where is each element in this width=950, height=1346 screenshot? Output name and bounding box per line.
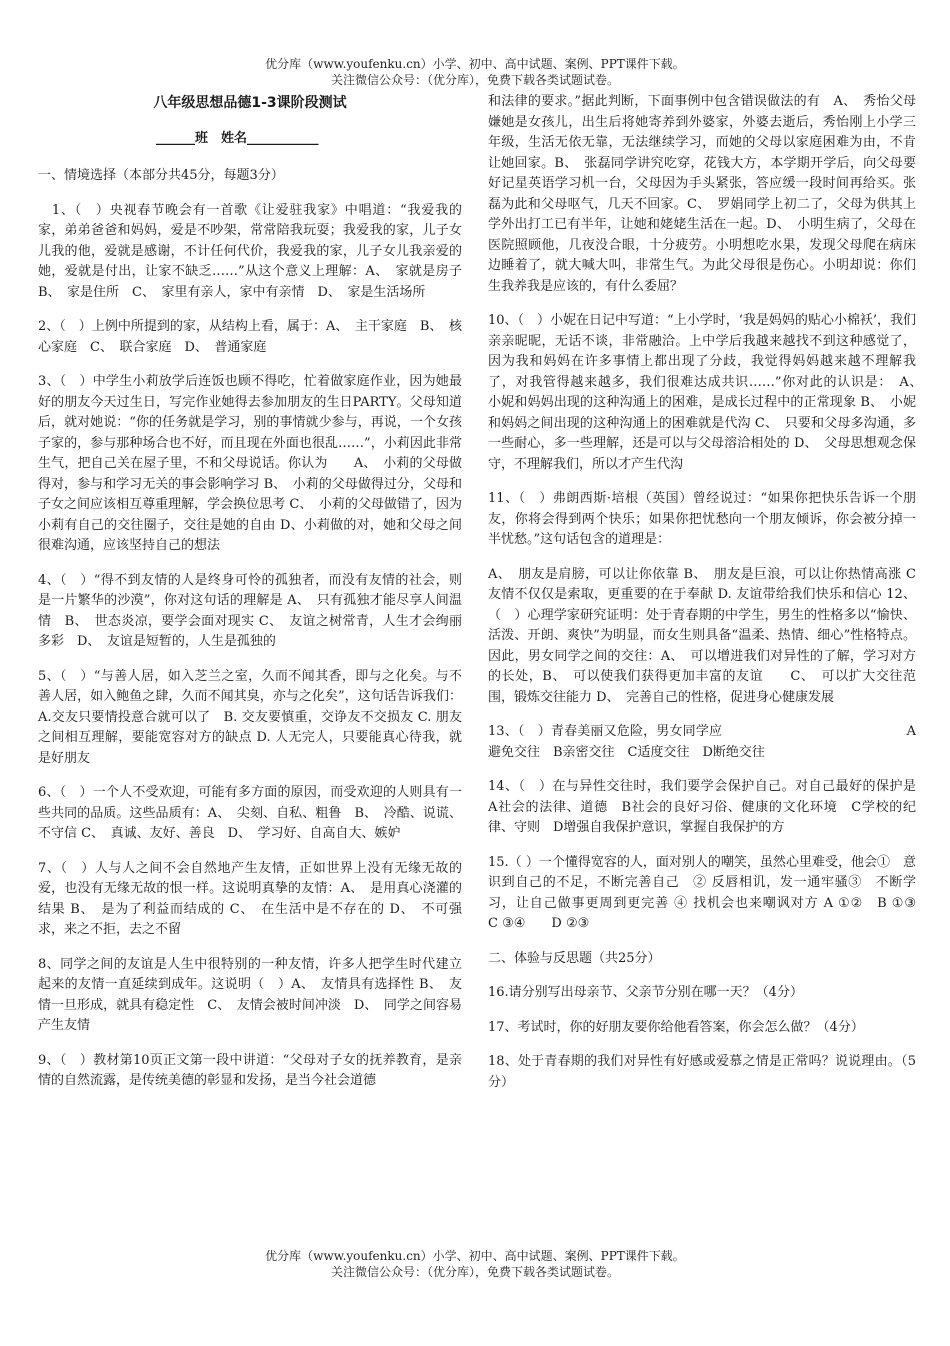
header-line-1: 优分库（www.youfenku.cn）小学、初中、高中试题、案例、PPT课件下载。 (265, 57, 685, 71)
footer-line-2: 关注微信公众号：（优分库），免费下载各类试题试卷。 (330, 1265, 619, 1279)
question-15: 15.（ ）一个懂得宽容的人，面对别人的嘲笑，虽然心里难受，他会① 意识到自己的不足，不断完善自己 ② 反唇相讥，发一通牢骚③ 不断学习，让自己做事更周到更完善 ④ 找机会也来嘲讽对方 A ①② B ①③ C ③④ D ②③ (488, 854, 943, 931)
exam-title: 八年级思想品德1-3课阶段测试 (153, 95, 347, 111)
question-11-options: A、 朋友是肩膀，可以让你依靠 B、 朋友是巨浪，可以让你热情高涨 C 友情不仅仅是索取，更重要的在于奉献 D. 友谊带给我们快乐和信心 12、（ ）心理学家研究证明：处于青春期的中学生，男生的性格多以“愉快、活泼、开朗、爽快”为明显，而女生则具备“温柔、热情、细心”性格特点。因此，男女同学之间的交往：A、 可以增进我们对异性的了解，学习对方的长处，B、 可以使我们获得更加丰富的友谊 C、 可以扩大交往范围，锻炼交往能力 D、 完善自己的性格，促进身心健康发展 (488, 566, 916, 705)
question-4: 4、（ ）“得不到友情的人是终身可怜的孤独者，而没有友情的社会，则是一片繁华的沙漠”，你对这句话的理解是 A、 只有孤独才能尽享人间温情 B、 世态炎凉，要学会面对现实 C、 友谊之树常青，人生才会绚丽多彩 D、 友谊是短暂的，人生是孤独的 (38, 572, 462, 649)
question-16: 16.请分别写出母亲节、父亲节分别在哪一天？（4分） (488, 985, 803, 1000)
question-1: 1、（ ）央视春节晚会有一首歌《让爱驻我家》中唱道：“我爱我的家，弟弟爸爸和妈妈，爱是不吵架，常常陪我玩耍；我爱我的家，儿子女儿我的他，爱就是感谢，不计任何代价，我爱我的家，儿子女儿我亲爱的她，爱就是付出，让家不缺乏……”从这个意义上理解：A、 家就是房子 B、 家是住所 C、 家里有亲人，家中有亲情 D、 家是生活场所 (38, 202, 476, 300)
question-10: 10、（ ）小妮在日记中写道：“上小学时，‘我是妈妈的贴心小棉袄’，我们亲亲昵昵，无话不谈，非常融洽。上中学后我越来越找不到这种感觉了，因为我和妈妈在许多事情上都出现了分歧，我觉得妈妈越来越不理解我了，对我管得越来越多，我们很难达成共识……”你对此的认识是： A、 小妮和妈妈出现的这种沟通上的困难，是成长过程中的正常现象 B、 小妮和妈妈之间出现的这种沟通上的困难就是代沟 C、 只要和父母多沟通，多一些耐心，多一些理解，还是可以与父母溶洽相处的 D、 父母思想观念保守，不理解我们，所以才产生代沟 (488, 313, 930, 472)
class-name-line: ______班 姓名___________ (156, 131, 319, 146)
question-6: 6、（ ）一个人不受欢迎，可能有多方面的原因，而受欢迎的人则具有一些共同的品质。这些品质有：A、 尖刻、自私、粗鲁 B、 冷酷、说谎、不守信 C、 真诚、友好、善良 D、 学习好、自高自大、嫉妒 (38, 785, 462, 841)
section-1-heading: 一、情境选择（本部分共45分，每题3分） (38, 168, 284, 183)
question-9-continued: 和法律的要求。”据此判断，下面事例中包含错误做法的有 A、 秀怡父母嫌她是女孩儿，出生后将她寄养到外婆家，外婆去逝后，秀怡刚上小学三年级，生活无依无靠，无法继续学习，而她的父母以家庭困难为由，不肯让她回家。B、 张磊同学讲究吃穿，花钱大方，本学期开学后，向父母要好记星英语学习机一台，父母因为手头紧张，答应缓一段时间再给买。张磊为此和父母呕气，几天不回家。C、 罗娟同学上初二了，父母为供其上学外出打工已有半年，让她和姥姥生活在一起。D、 小明生病了，父母在医院照顾他，几夜没合眼，十分疲劳。小明想吃水果，发现父母爬在病床边睡着了，就大喊大叫，非常生气。为此父母很是伤心。小明却说：你们生我养我是应该的，有什么委屈？ (488, 94, 916, 294)
question-9: 9、（ ）教材第10页正文第一段中讲道：“父母对子女的抚养教育，是亲情的自然流露，是传统美德的彰显和发扬，是当今社会道德 (38, 1052, 462, 1088)
question-13: 13、（ ）青春美丽又危险，男女同学应 A避免交往 B亲密交往 C适度交往 D断绝交往 (488, 724, 916, 760)
left-column (38, 92, 476, 1106)
question-5: 5、（ ）“与善人居，如入芝兰之室，久而不闻其香，即与之化矣。与不善人居，如入鲍鱼之肆，久而不闻其臭，亦与之化矣”，这句话告诉我们：A.交友只要情投意合就可以了 B. 交友要慎重，交诤友不交损友 C. 朋友之间相互理解，要能宽容对方的缺点 D. 人无完人，只要能真心待我，就是好朋友 (38, 668, 462, 766)
question-7: 7、（ ）人与人之间不会自然地产生友情，正如世界上没有无缘无故的爱，也没有无缘无故的恨一样。这说明真挚的友情：A、 是用真心浇灌的结果 B、 是为了利益而结成的 C、 在生活中是不存在的 D、 不可强求，来之不拒，去之不留 (38, 860, 462, 937)
footer-line-1: 优分库（www.youfenku.cn）小学、初中、高中试题、案例、PPT课件下载。 (265, 1249, 685, 1263)
question-17: 17、考试时，你的好朋友要你给他看答案，你会怎么做？（4分） (488, 1019, 864, 1035)
page-header (0, 56, 950, 88)
header-line-2: 关注微信公众号：（优分库），免费下载各类试题试卷。 (330, 73, 619, 87)
question-8: 8、同学之间的友谊是人生中很特别的一种友情，许多人把学生时代建立起来的友情一直延续到成年。这说明（ ）A、 友情具有选择性 B、 友情一旦形成，就具有稳定性 C、 友情会被时间冲淡 D、 同学之间容易产生友情 (38, 956, 462, 1033)
question-3: 3、（ ）中学生小莉放学后连饭也顾不得吃，忙着做家庭作业，因为她最好的朋友今天过生日，写完作业她得去参加朋友的生日PARTY。父母知道后，就对她说：“你的任务就是学习，别的事情就少参与，再说，一个女孩子家的，参与那种场合也不好，而且现在外面也很乱……”，小莉因此非常生气，把自己关在屋子里，不和父母说话。你认为 A、 小莉的父母做得对，参与和学习无关的事会影响学习 B、 小莉的父母做得过分，父母和子女之间应该相互尊重理解，学会换位思考 C、 小莉的父母做错了，因为小莉有自己的交往圈子，交往是她的自由 D、小莉做的对，她和父母之间很难沟通，应该坚持自己的想法 (38, 374, 462, 553)
question-11: 11、（ ）弗朗西斯·培根（英国）曾经说过：“如果你把快乐告诉一个朋友，你将会得到两个快乐；如果你把忧愁向一个朋友倾诉，你会被分掉一半忧愁。”这句话包含的道理是： (488, 491, 916, 547)
question-18: 18、处于青春期的我们对异性有好感或爱慕之情是正常吗？说说理由。（5分） (488, 1054, 916, 1090)
page-footer (0, 1248, 950, 1280)
section-2-heading: 二、体验与反思题（共25分） (488, 950, 661, 966)
question-2: 2、（ ）上例中所提到的家，从结构上看，属于：A、 主干家庭 B、 核心家庭 C、 联合家庭 D、 普通家庭 (38, 319, 462, 355)
question-14: 14、（ ）在与异性交往时，我们要学会保护自己。对自己最好的保护是 A社会的法律、道德 B社会的良好习俗、健康的文化环境 C学校的纪律、守则 D增强自我保护意识，掌握自我保护的方 (488, 779, 930, 835)
right-column (488, 92, 943, 1107)
